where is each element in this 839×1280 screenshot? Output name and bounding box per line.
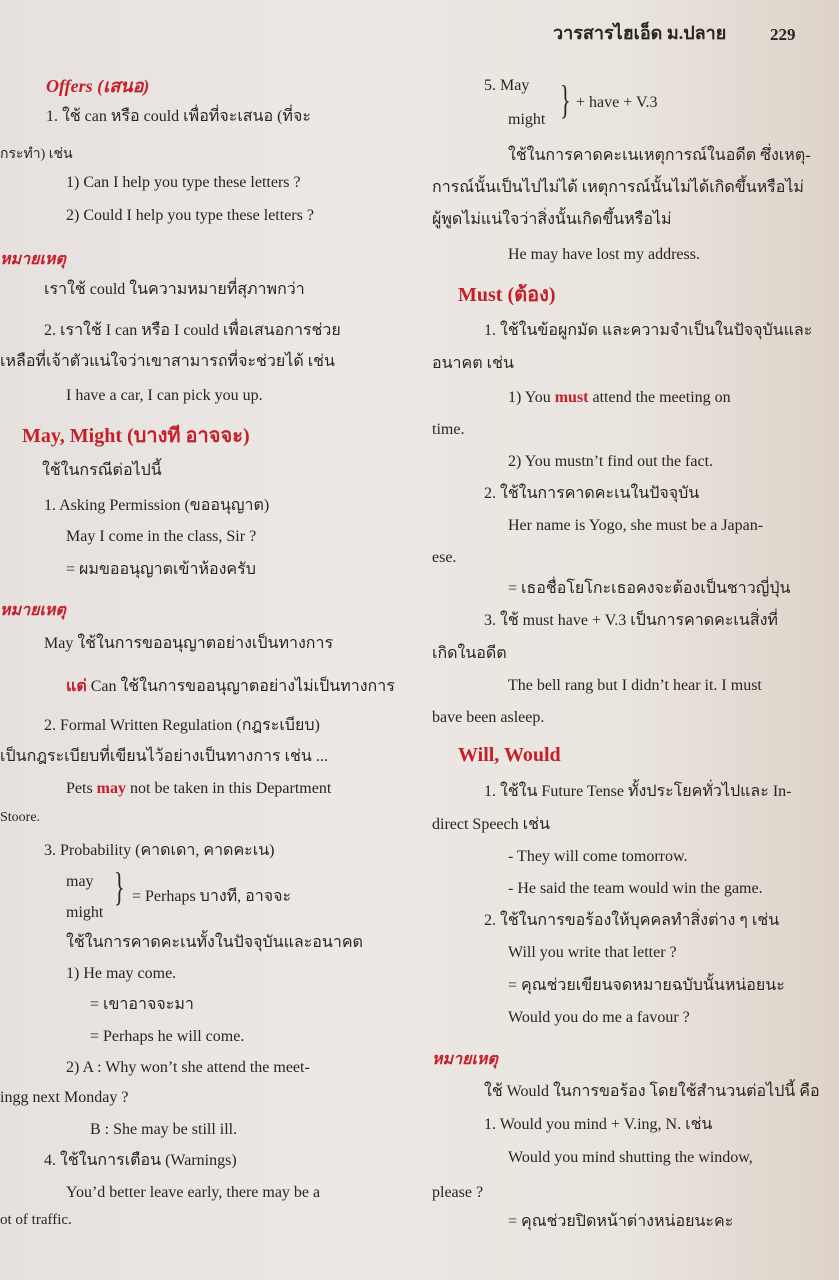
warnings-rule: 4. ใช้ในการเตือน (Warnings)	[44, 1152, 237, 1169]
must-example-1-must: must	[554, 389, 589, 406]
must-rule-1-cont: อนาคต เช่น	[432, 355, 514, 372]
probability-equivalent: = Perhaps บางที, อาจจะ	[132, 888, 292, 905]
must-example-1-cont: time.	[432, 421, 465, 438]
offers-rule-1: 1. ใช้ can หรือ could เพื่อที่จะเสนอ (ที่จะ	[46, 108, 311, 125]
will-would-heading: Will, Would	[458, 744, 561, 766]
probability-brace: }	[114, 864, 125, 909]
formal-example-pre: Pets	[66, 780, 93, 797]
formal-rule-cont: เป็นกฎระเบียบที่เขียนไว้อย่างเป็นทางการ เช่น ...	[0, 748, 328, 765]
must-rule-3-example: The bell rang but I didn’t hear it. I must	[508, 677, 762, 694]
permission-translation: = ผมขออนุญาตเข้าห้องครับ	[66, 561, 256, 578]
will-example-2: - He said the team would win the game.	[508, 880, 763, 897]
must-example-2: 2) You mustn’t find out the fact.	[508, 453, 714, 470]
probability-use: ใช้ในการคาดคะเนทั้งในปัจจุบันและอนาคต	[66, 934, 363, 951]
must-example-1-pre: 1) You	[508, 389, 551, 406]
note-text-2b	[66, 677, 395, 697]
may-have-example: He may have lost my address.	[508, 246, 700, 263]
probability-example-2c: B : She may be still ill.	[90, 1121, 238, 1138]
may-have-brace: }	[560, 77, 571, 122]
must-rule-2: 2. ใช้ในการคาดคะเนในปัจจุบัน	[484, 485, 700, 502]
formal-example-may: may	[96, 780, 126, 797]
would-example-cont: please ?	[432, 1184, 484, 1201]
must-example-1-post: attend the meeting on	[592, 389, 731, 406]
may-have-rule: 5. May	[484, 77, 530, 94]
note-label-2: หมายเหตุ	[0, 602, 66, 619]
note-text-3: ใช้ Would ในการขอร้อง โดยใช้สำนวนต่อไปนี้ คือ	[484, 1083, 820, 1100]
offers-rule-2-cont: เหลือที่เจ้าตัวแน่ใจว่าเขาสามารถที่จะช่วยได้ เช่น	[0, 353, 335, 370]
may-have-might: might	[508, 111, 546, 128]
probability-example-2a: 2) A : Why won’t she attend the meet-	[66, 1059, 310, 1076]
formal-example	[66, 779, 331, 799]
will-rule-2-example: Will you write that letter ?	[508, 944, 677, 961]
may-have-use: ใช้ในการคาดคะเนเหตุการณ์ในอดีต ซึ่งเหตุ-	[508, 147, 811, 164]
offers-example-1: 1) Can I help you type these letters ?	[66, 174, 301, 191]
warnings-example-cont: ot of traffic.	[0, 1212, 72, 1228]
may-have-formula: + have + V.3	[576, 94, 658, 111]
must-rule-3: 3. ใช้ must have + V.3 เป็นการคาดคะเนสิ่งที่	[484, 612, 778, 629]
must-rule-1: 1. ใช้ในข้อผูกมัด และความจำเป็นในปัจจุบันและ	[484, 322, 813, 339]
must-rule-3-example-cont: bave been asleep.	[432, 709, 545, 726]
page-number: 229	[770, 25, 796, 44]
offers-rule-2: 2. เราใช้ I can หรือ I could เพื่อเสนอการช่วย	[44, 322, 341, 339]
note-label-3: หมายเหตุ	[432, 1051, 498, 1068]
would-rule-1: 1. Would you mind + V.ing, N. เช่น	[484, 1116, 713, 1133]
may-have-use-cont2: ผู้พูดไม่แน่ใจว่าสิ่งนั้นเกิดขึ้นหรือไม่	[432, 211, 672, 228]
formal-example-cont: Stoore.	[0, 810, 41, 825]
running-header-title: วารสารไฮเอ็ด ม.ปลาย	[553, 23, 727, 43]
will-rule-2-example-2: Would you do me a favour ?	[508, 1009, 690, 1026]
note-text-2b-rest: Can ใช้ในการขออนุญาตอย่างไม่เป็นทางการ	[90, 678, 395, 695]
probability-example-1: 1) He may come.	[66, 965, 177, 982]
offers-example-2: 2) Could I help you type these letters ?	[66, 207, 314, 224]
offers-heading: Offers (เสนอ)	[46, 76, 150, 96]
will-rule-1-cont: direct Speech เช่น	[432, 816, 550, 833]
formal-rule: 2. Formal Written Regulation (กฎระเบียบ)	[44, 717, 320, 734]
must-rule-2-example-cont: ese.	[432, 549, 457, 566]
note-label-1: หมายเหตุ	[0, 251, 66, 268]
probability-example-2b: ingg next Monday ?	[0, 1089, 129, 1106]
may-have-use-cont: การณ์นั้นเป็นไปไม่ได้ เหตุการณ์นั้นไม่ได้เกิดขึ้นหรือไม่	[432, 179, 804, 196]
but-label: แต่	[66, 678, 87, 695]
note-text-1: เราใช้ could ในความหมายที่สุภาพกว่า	[44, 281, 305, 298]
will-rule-1: 1. ใช้ใน Future Tense ทั้งประโยคทั่วไปและ In-	[484, 783, 792, 800]
permission-example: May I come in the class, Sir ?	[66, 528, 257, 545]
probability-may: may	[66, 873, 94, 890]
permission-rule: 1. Asking Permission (ขออนุญาต)	[44, 497, 270, 514]
must-rule-2-example: Her name is Yogo, she must be a Japan-	[508, 517, 764, 534]
must-example-1	[508, 388, 731, 408]
probability-example-1-th: = เขาอาจจะมา	[90, 996, 194, 1013]
offers-example-3: I have a car, I can pick you up.	[66, 387, 263, 404]
will-rule-2-translation: = คุณช่วยเขียนจดหมายฉบับนั้นหน่อยนะ	[508, 977, 785, 994]
note-text-2: May ใช้ในการขออนุญาตอย่างเป็นทางการ	[44, 635, 334, 652]
must-heading: Must (ต้อง)	[458, 284, 556, 306]
probability-example-1-en: = Perhaps he will come.	[90, 1028, 245, 1045]
will-rule-2: 2. ใช้ในการขอร้องให้บุคคลทำสิ่งต่าง ๆ เช่น	[484, 912, 780, 929]
will-example-1: - They will come tomorrow.	[508, 848, 688, 865]
would-example: Would you mind shutting the window,	[508, 1149, 753, 1166]
probability-might: might	[66, 904, 104, 921]
probability-rule: 3. Probability (คาดเดา, คาดคะเน)	[44, 842, 275, 859]
may-might-intro: ใช้ในกรณีต่อไปนี้	[42, 462, 162, 479]
must-rule-3-cont: เกิดในอดีต	[432, 645, 507, 662]
warnings-example: You’d better leave early, there may be a	[66, 1184, 321, 1201]
offers-rule-1-cont: กระทำ) เช่น	[0, 147, 73, 162]
must-rule-2-translation: = เธอชื่อโยโกะเธอคงจะต้องเป็นชาวญี่ปุ่น	[508, 580, 791, 597]
would-translation: = คุณช่วยปิดหน้าต่างหน่อยนะคะ	[508, 1213, 734, 1230]
may-might-heading: May, Might (บางที อาจจะ)	[22, 425, 250, 447]
formal-example-post: not be taken in this Department	[130, 780, 332, 797]
